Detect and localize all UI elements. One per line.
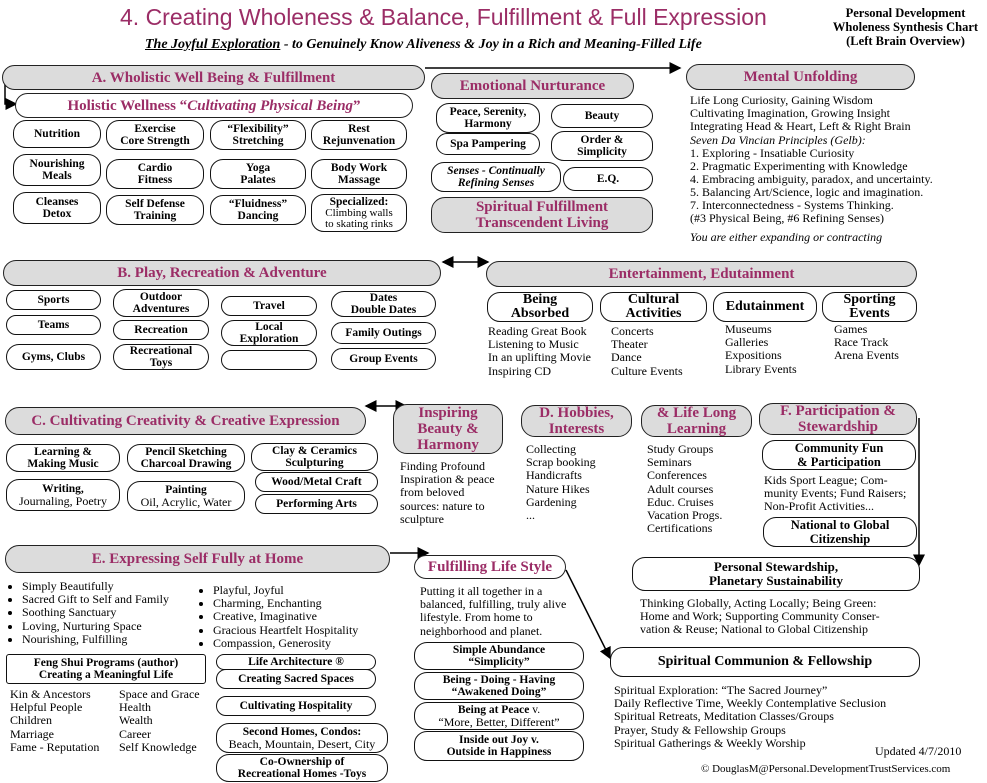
mental-line-3: Integrating Head & Heart, Left & Right Brain (690, 119, 911, 133)
ent-col-absorbed-text: Reading Great Book Listening to Music In an uplifting Movie Inspiring CD (488, 324, 591, 378)
e-bullet-l3: • Soothing Sanctuary (22, 606, 222, 619)
spiritual-communion-text: Spiritual Exploration: “The Sacred Journey” Daily Reflective Time, Weekly Contemplative Seclusion Spiritual Retreats, Meditation Classes/Groups Prayer, Study & Fellowship Groups Spiritual Gatherings & Weekly Worship (614, 683, 887, 750)
mental-list-5: 7. Interconnectedness - Systems Thinking. (690, 198, 894, 212)
c-item-performing: Performing Arts (255, 494, 378, 514)
e-bullet-r2: • Charming, Enchanting (213, 597, 413, 610)
ent-col-sporting-text: Games Race Track Arena Events (834, 322, 899, 363)
a-item-rest: Rest Rejunvenation (311, 120, 407, 150)
mental-line-2: Cultivating Imagination, Growing Insight (690, 106, 890, 120)
c-item-music: Learning & Making Music (6, 444, 120, 472)
spiritual-communion: Spiritual Communion & Fellowship (610, 647, 920, 677)
second-homes (216, 723, 388, 753)
ent-col-cultural-text: Concerts Theater Dance Culture Events (611, 324, 683, 378)
section-e-header: E. Expressing Self Fully at Home (5, 545, 390, 573)
e-bullet-l1: • Simply Beautifully (22, 580, 222, 593)
lifestyle-being: Being - Doing - Having “Awakened Doing” (414, 672, 584, 700)
b-item-outdoor: Outdoor Adventures (113, 289, 209, 317)
spiritual-fulfillment: Spiritual Fulfillment Transcendent Living (431, 197, 653, 233)
section-f-header: F. Participation & Stewardship (759, 403, 917, 435)
c-writing-plain: Journaling, Poetry (19, 494, 107, 508)
a-item-yoga: Yoga Palates (210, 159, 306, 189)
b-item-recreation: Recreation (113, 320, 209, 340)
specialized-text: Climbing walls to skating rinks (325, 206, 393, 230)
co-ownership: Co-Ownership of Recreational Homes -Toys (216, 754, 388, 782)
c-item-clay: Clay & Ceramics Sculpturing (251, 443, 378, 471)
mental-list-2: 2. Pragmatic Experimenting with Knowledge (690, 159, 908, 173)
stewardship-text: Thinking Globally, Acting Locally; Being Green: Home and Work; Supporting Community Conser- vation & Reuse; National to Global Citizenship (640, 596, 880, 637)
ent-col-absorbed-head: Being Absorbed (487, 292, 593, 322)
e-bullet-r4: • Gracious Heartfelt Hospitality (213, 624, 413, 637)
lifestyle-simple: Simple Abundance “Simplicity” (414, 642, 584, 670)
subtitle-rest: - to Genuinely Know Aliveness & Joy in a Rich and Meaning-Filled Life (280, 37, 702, 52)
b-item-travel: Travel (221, 296, 317, 316)
ent-col-edutainment-text: Museums Galleries Expositions Library Events (725, 322, 797, 376)
e-bullet-l4: • Loving, Nurturing Space (22, 620, 222, 633)
holistic-post: ” (353, 97, 361, 114)
a-item-specialized (311, 194, 407, 232)
ent-col-edutainment-head: Edutainment (713, 292, 817, 322)
e-bullet-r3: • Creative, Imaginative (213, 610, 413, 623)
community-text: Kids Sport League; Com- munity Events; Fund Raisers; Non-Profit Activities... (764, 473, 907, 514)
e-bullets-right (199, 584, 413, 650)
hospitality: Cultivating Hospitality (216, 696, 376, 716)
page-title: 4. Creating Wholeness & Balance, Fulfillment & Full Expression (120, 4, 767, 30)
lifestyle-peace-bold: Being at Peace (457, 704, 530, 716)
learning-header: & Life Long Learning (641, 405, 752, 437)
c-painting-bold: Painting (165, 484, 207, 496)
e-bullet-r1: • Playful, Joyful (213, 584, 413, 597)
b-item-family: Family Outings (331, 322, 436, 344)
section-c-header: C. Cultivating Creativity & Creative Expression (5, 407, 366, 435)
b-item-empty (221, 350, 317, 370)
section-d-header: D. Hobbies, Interests (521, 405, 632, 437)
emotional-senses: Senses - Continually Refining Senses (431, 162, 561, 192)
inspiring-header: Inspiring Beauty & Harmony (393, 404, 503, 454)
emotional-header: Emotional Nurturance (431, 73, 634, 99)
a-item-meals: Nourishing Meals (13, 154, 101, 186)
feng-col-2: Space and Grace Health Wealth Career Self Knowledge (119, 687, 200, 754)
second-homes-bold: Second Homes, Condos: (242, 726, 362, 738)
holistic-pre: Holistic Wellness “ (67, 97, 188, 114)
a-item-flexibility: “Flexibility” Stretching (210, 120, 306, 150)
a-item-exercise: Exercise Core Strength (106, 120, 204, 150)
section-d-text: Collecting Scrap booking Handicrafts Nature Hikes Gardening ... (526, 442, 596, 523)
mental-list-1: 1. Exploring - Insatiable Curiosity (690, 146, 855, 160)
ent-col-cultural-head: Cultural Activities (600, 292, 707, 322)
mental-closing: You are either expanding or contracting (690, 230, 883, 244)
mental-header: Mental Unfolding (686, 64, 915, 90)
emotional-peace: Peace, Serenity, Harmony (436, 103, 540, 133)
c-item-wood: Wood/Metal Craft (255, 472, 378, 492)
a-item-nutrition: Nutrition (13, 120, 101, 148)
ent-col-sporting-head: Sporting Events (822, 292, 917, 322)
c-item-writing (6, 479, 120, 511)
b-item-local: Local Exploration (221, 320, 317, 346)
emotional-spa: Spa Pampering (436, 133, 540, 155)
lifestyle-peace-v: v. (529, 704, 541, 716)
emotional-eq: E.Q. (563, 167, 653, 191)
inspiring-text: Finding Profound Inspiration & peace from beloved sources: nature to sculpture (400, 459, 495, 526)
c-item-painting (127, 481, 245, 511)
b-item-gyms: Gyms, Clubs (6, 344, 101, 370)
section-b-header: B. Play, Recreation & Adventure (3, 260, 441, 286)
c-item-sketching: Pencil Sketching Charcoal Drawing (127, 444, 245, 472)
b-item-toys: Recreational Toys (113, 344, 209, 370)
section-a-header: A. Wholistic Well Being & Fulfillment (2, 65, 425, 90)
a-item-bodywork: Body Work Massage (311, 159, 407, 189)
a-item-selfdefense: Self Defense Training (106, 195, 204, 225)
feng-shui: Feng Shui Programs (author) Creating a Meaningful Life (6, 654, 206, 684)
sacred-spaces: Creating Sacred Spaces (216, 669, 376, 689)
mental-list-6: (#3 Physical Being, #6 Refining Senses) (690, 211, 884, 225)
page-subtitle (145, 37, 702, 53)
feng-col-1: Kin & Ancestors Helpful People Children Marriage Fame - Reputation (10, 687, 100, 754)
personal-stewardship: Personal Stewardship, Planetary Sustainability (632, 557, 920, 591)
holistic-wellness-header (15, 93, 413, 118)
lifestyle-peace (414, 702, 584, 730)
life-architecture: Life Architecture ® (216, 654, 376, 670)
b-item-sports: Sports (6, 290, 101, 310)
learning-text: Study Groups Seminars Conferences Adult courses Educ. Cruises Vacation Progs. Certifications (647, 442, 723, 536)
lifestyle-header: Fulfilling Life Style (414, 555, 566, 579)
mental-list-3: 4. Embracing ambiguity, paradox, and uncertainty. (690, 172, 933, 186)
e-bullet-l2: • Sacred Gift to Self and Family (22, 593, 222, 606)
updated-date: Updated 4/7/2010 (875, 744, 962, 758)
lifestyle-insideout: Inside out Joy v. Outside in Happiness (414, 731, 584, 761)
a-item-dancing: “Fluidness” Dancing (210, 195, 306, 225)
copyright: © DouglasM@Personal.DevelopmentTrustServices.com (701, 763, 951, 775)
a-item-cleanses: Cleanses Detox (13, 192, 101, 224)
lifestyle-peace-plain: “More, Better, Different” (438, 715, 560, 729)
holistic-em: Cultivating Physical Being (187, 97, 354, 114)
e-bullet-l5: • Nourishing, Fulfilling (22, 633, 222, 646)
e-bullets-left (8, 580, 222, 646)
second-homes-plain: Beach, Mountain, Desert, City (228, 737, 376, 751)
e-bullet-r5: • Compassion, Generosity (213, 637, 413, 650)
b-item-dates: Dates Double Dates (331, 291, 436, 317)
specialized-title: Specialized: (329, 195, 389, 208)
lifestyle-text: Putting it all together in a balanced, fulfilling, truly alive lifestyle. From home to neighborhood and planet. (420, 584, 567, 638)
mental-list-4: 5. Balancing Art/Science, logic and imagination. (690, 185, 924, 199)
corner-caption: Personal Development Wholeness Synthesis Chart (Left Brain Overview) (832, 6, 979, 48)
mental-line-1: Life Long Curiosity, Gaining Wisdom (690, 93, 873, 107)
emotional-order: Order & Simplicity (551, 131, 653, 161)
b-item-group: Group Events (331, 348, 436, 370)
a-item-cardio: Cardio Fitness (106, 159, 204, 189)
national-global: National to Global Citizenship (763, 517, 917, 547)
entertainment-header: Entertainment, Edutainment (486, 261, 917, 287)
c-writing-bold: Writing, (42, 483, 84, 495)
emotional-beauty: Beauty (551, 104, 653, 128)
mental-principles: Seven Da Vincian Principles (Gelb): (690, 133, 866, 147)
subtitle-emphasis: The Joyful Exploration (145, 37, 281, 52)
b-item-teams: Teams (6, 315, 101, 335)
c-painting-plain: Oil, Acrylic, Water (140, 495, 232, 509)
community-fun: Community Fun & Participation (762, 440, 916, 470)
